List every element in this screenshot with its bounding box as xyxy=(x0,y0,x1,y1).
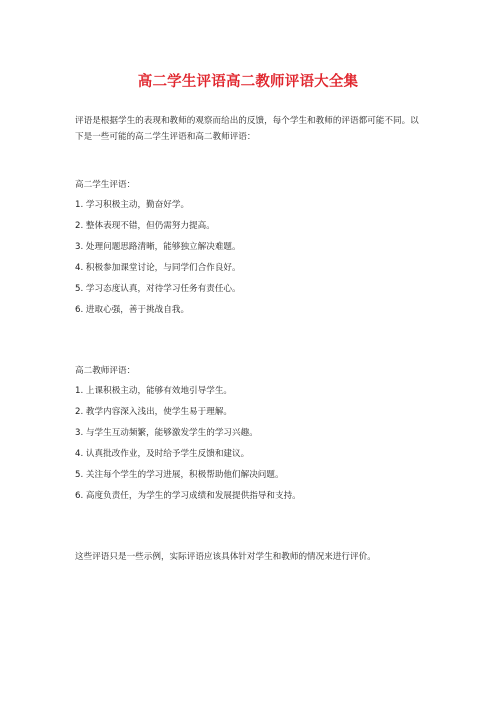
list-item: 1. 上课积极主动，能够有效地引导学生。 xyxy=(75,386,233,396)
list-item: 4. 积极参加课堂讨论，与同学们合作良好。 xyxy=(75,263,241,273)
list-item: 2. 教学内容深入浅出，使学生易于理解。 xyxy=(75,407,233,417)
list-item: 4. 认真批改作业，及时给予学生反馈和建议。 xyxy=(75,449,250,459)
list-item: 3. 与学生互动频繁，能够激发学生的学习兴趣。 xyxy=(75,428,258,438)
intro-paragraph: 评语是根据学生的表现和教师的观察而给出的反馈，每个学生和教师的评语都可能不同。以下是一些可能的高二学生评语和高二教师评语： xyxy=(75,116,419,142)
list-item: 6. 进取心强，善于挑战自我。 xyxy=(75,305,190,315)
teacher-section-heading: 高二教师评语： xyxy=(75,366,136,376)
list-item: 2. 整体表现不错，但仍需努力提高。 xyxy=(75,221,215,231)
list-item: 3. 处理问题思路清晰，能够独立解决难题。 xyxy=(75,242,241,252)
page-title: 高二学生评语高二教师评语大全集 xyxy=(137,74,359,90)
list-item: 5. 关注每个学生的学习进展，积极帮助他们解决问题。 xyxy=(75,470,284,480)
list-item: 1. 学习积极主动，勤奋好学。 xyxy=(75,200,190,210)
closing-paragraph: 这些评语只是一些示例，实际评语应该具体针对学生和教师的情况来进行评价。 xyxy=(75,552,376,562)
student-section-heading: 高二学生评语： xyxy=(75,180,136,190)
student-comments-list xyxy=(75,199,241,325)
list-item: 6. 高度负责任，为学生的学习成绩和发展提供指导和支持。 xyxy=(75,491,301,501)
list-item: 5. 学习态度认真，对待学习任务有责任心。 xyxy=(75,284,241,294)
teacher-comments-list xyxy=(75,385,301,511)
